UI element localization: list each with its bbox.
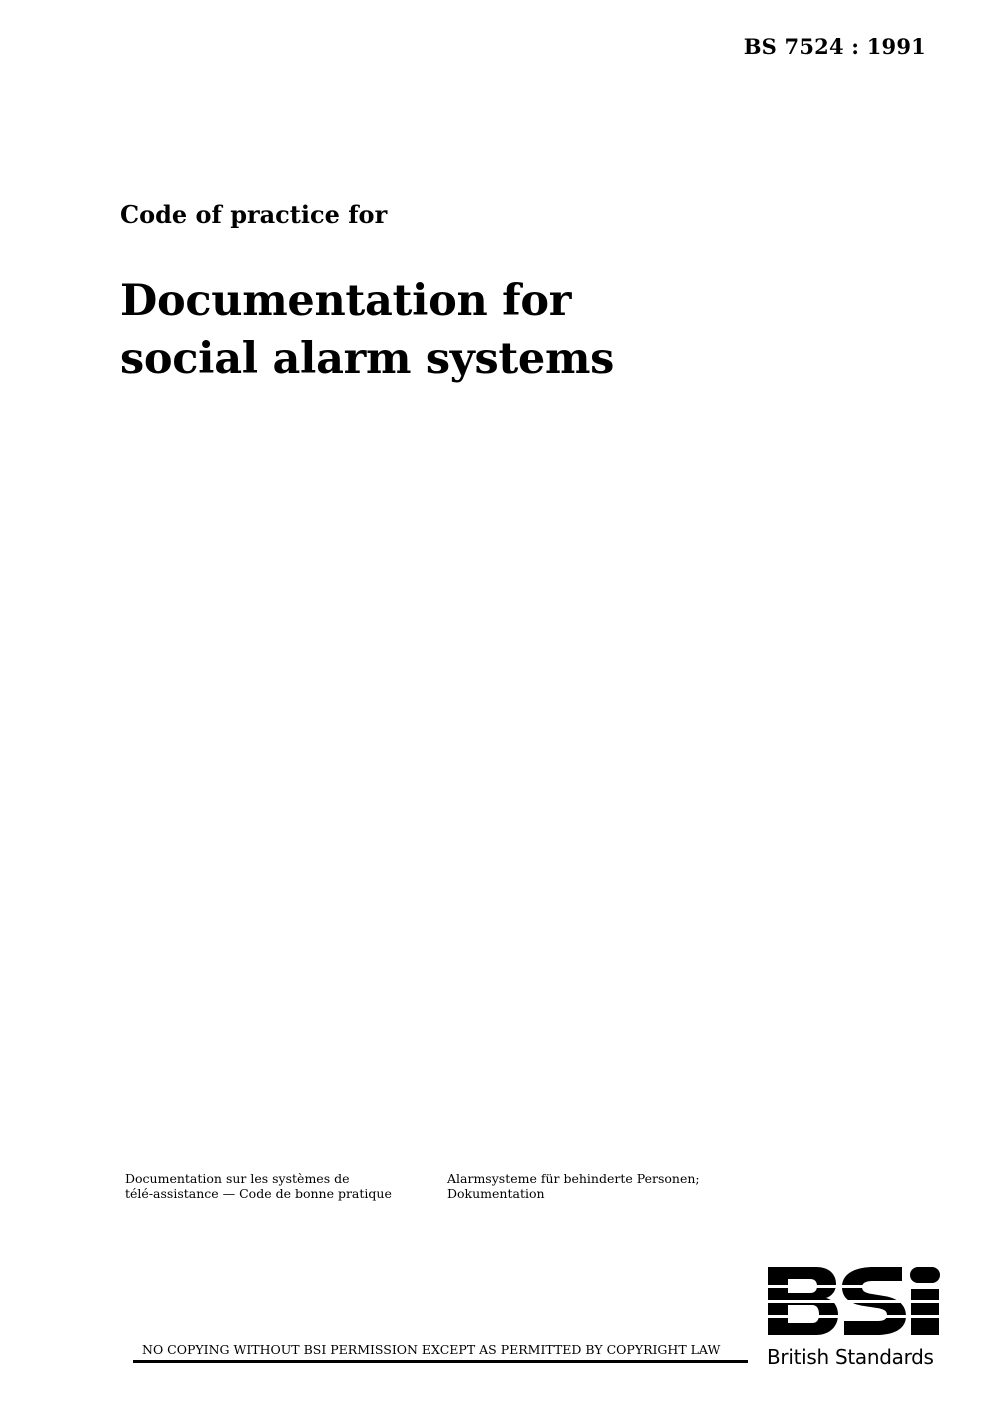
standard-number: BS 7524 : 1991 — [743, 34, 926, 59]
french-title-line-2: télé-assistance — Code de bonne pratique — [125, 1186, 392, 1201]
logo-caption: British Standards — [767, 1345, 934, 1369]
german-title — [447, 1171, 700, 1201]
main-title-line-1: Documentation for — [120, 276, 572, 326]
bsi-logo-mark — [764, 1265, 944, 1345]
main-title — [120, 272, 614, 388]
french-title-line-1: Documentation sur les systèmes de — [125, 1171, 350, 1186]
french-title — [125, 1171, 392, 1201]
main-title-line-2: social alarm systems — [120, 334, 615, 384]
subtitle: Code of practice for — [120, 200, 388, 229]
copyright-notice: NO COPYING WITHOUT BSI PERMISSION EXCEPT AS PERMITTED BY COPYRIGHT LAW — [142, 1342, 721, 1357]
german-title-line-1: Alarmsysteme für behinderte Personen; — [447, 1171, 700, 1186]
german-title-line-2: Dokumentation — [447, 1186, 545, 1201]
copyright-rule — [133, 1360, 748, 1363]
